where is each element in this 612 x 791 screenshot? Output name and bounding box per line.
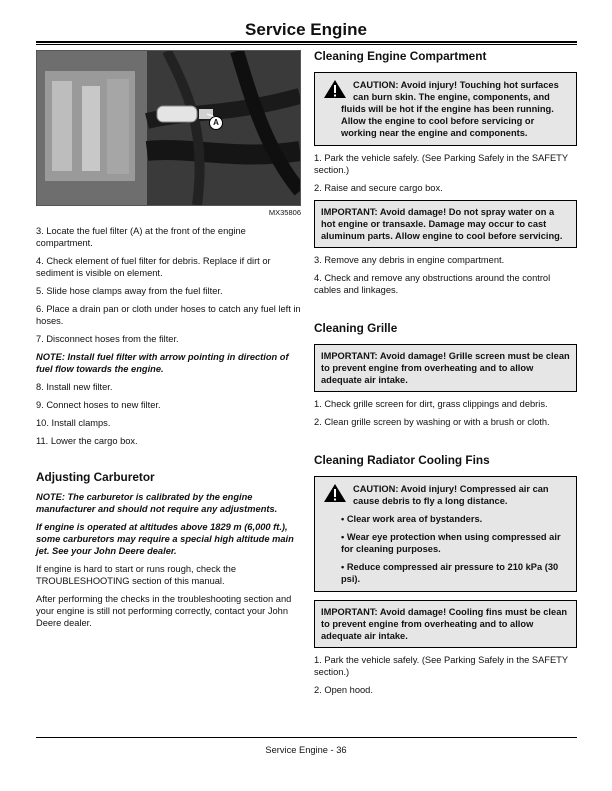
compartment-important-text: IMPORTANT: Avoid damage! Do not spray water on a hot engine or transaxle. Damage may occur to cast aluminum parts. Allow engine to cool before servicing. [321,207,563,241]
radiator-bullet-3: • Reduce compressed air pressure to 210 kPa (30 psi). [341,562,559,584]
grille-step-2: 2. Clean grille screen by washing or with a brush or cloth. [314,417,550,427]
grille-important-box [314,344,577,392]
grille-heading: Cleaning Grille [314,321,398,335]
step-6: 6. Place a drain pan or cloth under hoses to catch any fuel left in hoses. [36,304,301,326]
callout-a-label: A [213,118,219,127]
grille-important-text: IMPORTANT: Avoid damage! Grille screen must be clean to prevent engine from overheating and to allow adequate air intake. [321,351,570,385]
radiator-important-text: IMPORTANT: Avoid damage! Cooling fins must be clean to prevent engine from overheating and to allow adequate air intake. [321,607,568,641]
footer-rule [36,737,577,738]
step-3: 3. Locate the fuel filter (A) at the front of the engine compartment. [36,226,246,248]
compartment-step-3: 3. Remove any debris in engine compartment. [314,255,505,265]
callout-a [209,116,223,130]
figure-id: MX35806 [268,208,301,217]
left-column [36,50,301,635]
warning-triangle-icon [323,483,347,503]
radiator-important-box [314,600,577,648]
step-5: 5. Slide hose clamps away from the fuel filter. [36,286,223,296]
radiator-bullet-2: • Wear eye protection when using compressed air for cleaning purposes. [341,532,561,554]
warning-triangle-icon [323,79,347,99]
radiator-caution-box [314,476,577,592]
carburetor-note-2: If engine is operated at altitudes above 1829 m (6,000 ft.), some carburetors may require a special high altitude main jet. See your John Deere dealer. [36,522,294,556]
carburetor-para-1: If engine is hard to start or runs rough, check the TROUBLESHOOTING section of this manual. [36,564,236,586]
grille-step-1: 1. Check grille screen for dirt, grass clippings and debris. [314,399,548,409]
carburetor-heading: Adjusting Carburetor [36,470,155,484]
compartment-step-4: 4. Check and remove any obstructions around the control cables and linkages. [314,273,551,295]
radiator-heading: Cleaning Radiator Cooling Fins [314,453,490,467]
step-11: 11. Lower the cargo box. [36,436,138,446]
step-4: 4. Check element of fuel filter for debris. Replace if dirt or sediment is visible on element. [36,256,271,278]
radiator-step-1: 1. Park the vehicle safely. (See Parking Safely in the SAFETY section.) [314,655,568,677]
compartment-step-2: 2. Raise and secure cargo box. [314,183,443,193]
compartment-important-box [314,200,577,248]
radiator-step-2: 2. Open hood. [314,685,373,695]
compartment-heading: Cleaning Engine Compartment [314,49,487,63]
radiator-bullet-1: • Clear work area of bystanders. [341,514,483,524]
step-9: 9. Connect hoses to new filter. [36,400,161,410]
step-10: 10. Install clamps. [36,418,111,428]
engine-photo [36,50,301,206]
carburetor-para-2: After performing the checks in the troubleshooting section and your engine is still not performing correctly, contact your John Deere dealer. [36,594,292,628]
carburetor-note-1: NOTE: The carburetor is calibrated by the engine manufacturer and should not require any adjustments. [36,492,278,514]
header-rule-thin [36,44,577,45]
compartment-caution-text: CAUTION: Avoid injury! Touching hot surfaces can burn skin. The engine, components, and fluids will be hot if the engine has been running. Allow the engine to cool before servicing or working near the engine and components. [341,80,559,138]
step-8: 8. Install new filter. [36,382,113,392]
header-rule [36,41,577,43]
page-title: Service Engine [245,20,367,39]
compartment-step-1: 1. Park the vehicle safely. (See Parking Safely in the SAFETY section.) [314,153,568,175]
step-7: 7. Disconnect hoses from the filter. [36,334,179,344]
compartment-caution-box [314,72,577,146]
fuel-filter-note: NOTE: Install fuel filter with arrow pointing in direction of fuel flow towards the engine. [36,352,289,374]
engine-photo-illustration [37,51,300,205]
radiator-caution-text: CAUTION: Avoid injury! Compressed air can cause debris to fly a long distance. [353,484,549,506]
page-footer: Service Engine - 36 [265,745,347,755]
right-column [314,50,577,702]
